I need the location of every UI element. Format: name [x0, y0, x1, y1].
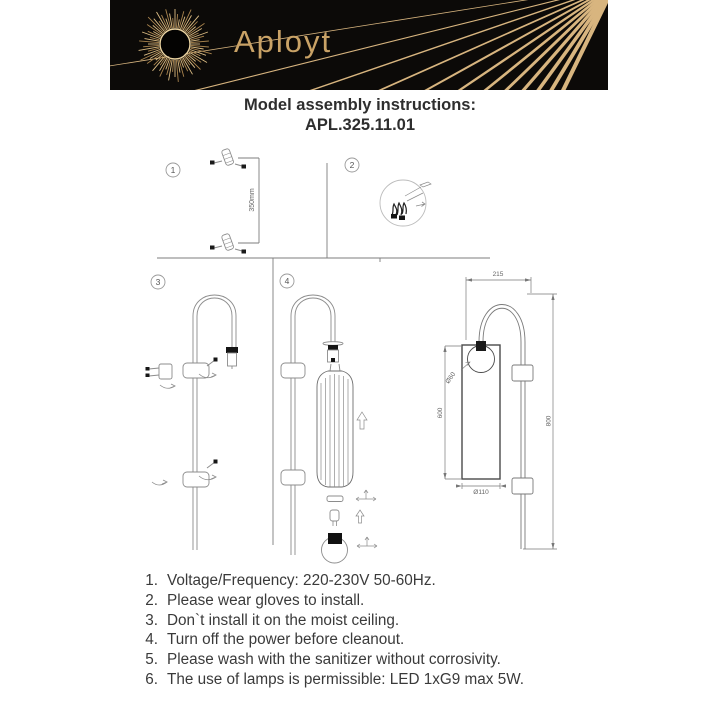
step-2-badge	[345, 158, 359, 172]
step4-shade-assembly	[281, 295, 377, 563]
step3-frame-assembly	[146, 295, 239, 550]
step-1-badge	[166, 163, 180, 177]
instruction-item: 2. Please wear gloves to install.	[145, 591, 365, 609]
holder	[476, 341, 486, 351]
dimension-drawing	[437, 271, 557, 549]
instructions-list	[138, 571, 524, 690]
step-3-badge	[151, 275, 165, 289]
instruction-item: 3. Don`t install it on the moist ceiling.	[145, 611, 400, 629]
page-title	[0, 95, 720, 135]
instruction-item: 6. The use of lamps is permissible: LED 1xG9 max 5W.	[145, 670, 525, 688]
curved-arm	[193, 295, 236, 347]
direction-arrows	[357, 537, 377, 548]
page-title-line: Model assembly instructions:	[244, 96, 476, 114]
lamp-socket	[228, 353, 237, 366]
svg-text:1: 1	[170, 165, 176, 175]
mount-collar-bottom	[281, 470, 305, 485]
rotate-arrow	[160, 384, 175, 388]
rotate-arrow	[152, 480, 167, 485]
ball-holder	[328, 533, 342, 544]
step-4-badge	[280, 274, 294, 288]
fluted-glass-shade	[317, 371, 353, 487]
brand-banner	[110, 0, 608, 90]
dim-shade-diameter-label: Ø110	[473, 489, 489, 496]
up-arrow	[356, 510, 364, 523]
curved-arm	[291, 295, 335, 342]
direction-arrows	[356, 490, 376, 501]
up-arrow	[357, 412, 367, 429]
wires	[392, 203, 406, 215]
g9-bulb	[330, 510, 339, 521]
step1-anchor-diagram	[210, 148, 259, 253]
wall-plate	[159, 364, 172, 379]
assembly-diagram	[0, 135, 720, 580]
step2-wiring-detail	[380, 180, 431, 226]
model-number: APL.325.11.01	[304, 116, 416, 134]
brand-name: Aployt	[234, 24, 333, 59]
dim-shade-height-label: 600	[437, 407, 444, 419]
svg-text:3: 3	[155, 277, 161, 287]
dim-width-label: 215	[492, 271, 504, 278]
pole	[193, 316, 197, 550]
logo-core	[161, 30, 189, 58]
instruction-item: 4. Turn off the power before cleanout.	[145, 631, 405, 649]
instruction-item: 5. Please wash with the sanitizer without corrosivity.	[145, 651, 501, 669]
retainer-ring	[327, 496, 343, 502]
instruction-item: 1. Voltage/Frequency: 220-230V 50-60Hz.	[145, 572, 436, 589]
panel-dividers	[157, 163, 490, 545]
dim-anchor-spacing-label: 350mm	[249, 188, 256, 212]
mount-collar-top	[183, 363, 209, 378]
svg-text:4: 4	[284, 276, 290, 286]
dim-ball-diameter-label: Ø60	[444, 371, 458, 386]
svg-text:2: 2	[349, 160, 355, 170]
mount-collar-top	[281, 363, 305, 378]
dim-height-label: 800	[545, 415, 553, 427]
pole	[291, 316, 295, 555]
sunburst-logo-icon	[134, 3, 216, 85]
shade-ribs	[321, 374, 348, 487]
